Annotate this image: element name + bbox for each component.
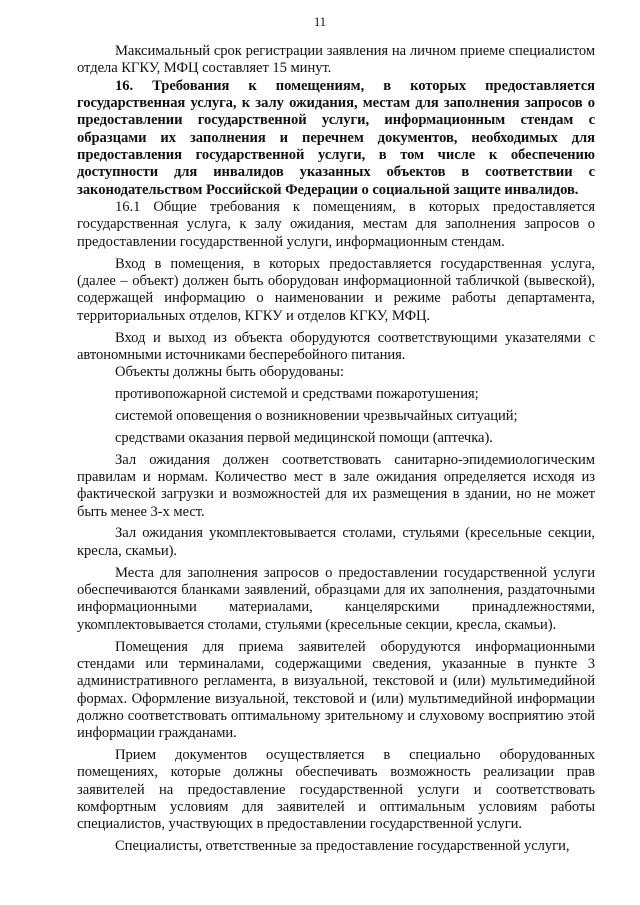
document-body	[77, 43, 595, 856]
list-item-firstaid: средствами оказания первой медицинской помощи (аптечка).	[115, 429, 493, 446]
paragraph-info-stands: Помещения для приема заявителей оборудуются информационными стендами или терминалами, содержащими сведения, указанные в пункте 3 административного регламента, в визуальной, текстовой и (или) мультимедийной формах. Оформление визуальной, текстовой и (или) мультимедийной информации должно соответствовать оптимальному зрительному и слуховому восприятию этой информации гражданами.	[77, 638, 595, 742]
list-item-fire: противопожарной системой и средствами пожаротушения;	[115, 386, 479, 403]
list-item-alert: системой оповещения о возникновении чрезвычайных ситуаций;	[115, 407, 518, 424]
paragraph-specialists: Специалисты, ответственные за предоставление государственной услуги,	[115, 838, 570, 855]
section-heading-16: 16. Требования к помещениям, в которых предоставляется государственная услуга, к залу ожидания, местам для заполнения запросов о предоставлении государственной услуги, информационным стендам с образцами их заполнения и перечнем документов, необходимых для предоставления государственной услуги, в том числе к обеспечению доступности для инвалидов указанных объектов в соответствии с законодательством Российской Федерации о социальной защите инвалидов.	[77, 77, 595, 198]
paragraph-entrance: Вход в помещения, в которых предоставляется государственная услуга, (далее – объект) должен быть оборудован информационной табличкой (вывеской), содержащей информацию о наименовании и режиме работы департамента, территориальных отделов, КГКУ и отделов КГКУ, МФЦ.	[77, 255, 595, 324]
paragraph-hall-furniture: Зал ожидания укомплектовывается столами, стульями (кресельные секции, кресла, скамьи).	[77, 525, 595, 559]
paragraph-document-reception: Прием документов осуществляется в специально оборудованных помещениях, которые должны обеспечивать возможность реализации прав заявителей на предоставление государственной услуги и соответствовать комфортным условиям для заявителей и оптимальным условиям работы специалистов, участвующих в предоставлении государственной услуги.	[77, 747, 595, 833]
list-intro: Объекты должны быть оборудованы:	[115, 364, 344, 381]
paragraph-registration-time: Максимальный срок регистрации заявления на личном приеме специалистом отдела КГКУ, МФЦ составляет 15 минут.	[77, 43, 595, 77]
paragraph-request-places: Места для заполнения запросов о предоставлении государственной услуги обеспечиваются бланками заявлений, образцами для их заполнения, раздаточными информационными материалами, канцелярскими принадлежностями, укомплектовывается столами, стульями (кресельные секции, кресла, скамьи).	[77, 564, 595, 633]
paragraph-16-1: 16.1 Общие требования к помещениям, в которых предоставляется государственная услуга, к залу ожидания, местам для заполнения запросов о предоставлении государственной услуги, информационным стендам.	[77, 199, 595, 250]
paragraph-entrance-exit: Вход и выход из объекта оборудуются соответствующими указателями с автономными источниками бесперебойного питания.	[77, 329, 595, 363]
page-number: 11	[313, 15, 327, 29]
paragraph-waiting-hall: Зал ожидания должен соответствовать санитарно-эпидемиологическим правилам и нормам. Количество мест в зале ожидания определяется исходя из фактической загрузки и возможностей для их размещения в здании, но не может быть менее 3-х мест.	[77, 451, 595, 520]
